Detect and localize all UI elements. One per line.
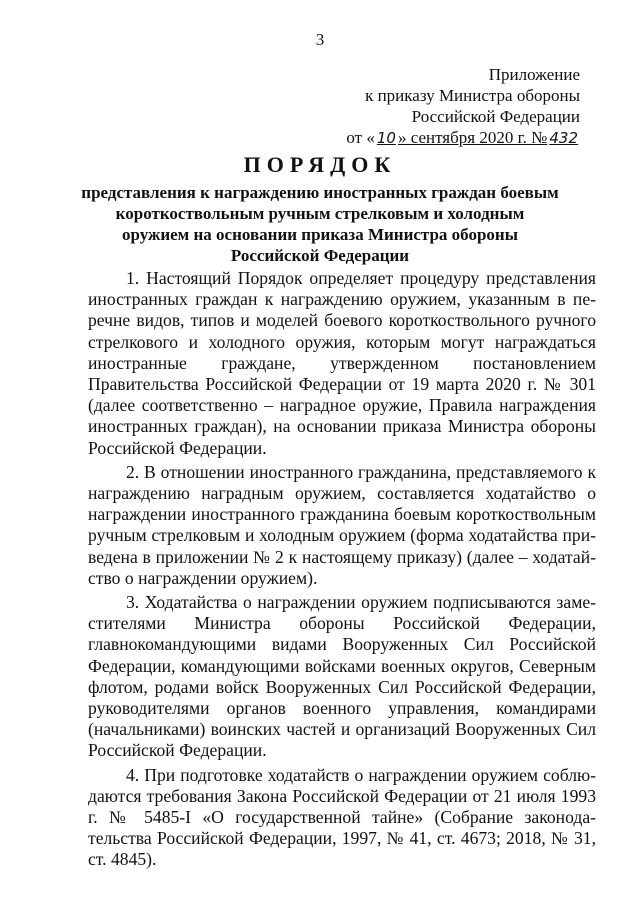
- page-number: 3: [315, 30, 325, 49]
- appendix-order-ref: к приказу Министра обороны: [365, 86, 580, 105]
- paragraph-4: 4. При подготовке ходатайств о награждении оружием соблюдаются требования Закона Российской Федерации от 21 июля 1993 г. № 5485-I «О государственной тайне» (Собрание законодательства Российской Федерации, 1997, № 41, ст. 4673; 2018, № 31, ст. 4845).: [88, 764, 596, 870]
- document-body: [88, 268, 596, 874]
- document-title: ПОРЯДОК: [243, 152, 397, 177]
- paragraph-2: 2. В отношении иностранного гражданина, представляемого к награждению наградным оружием, составляется ходатайство о награждении иностранного гражданина боевым короткоствольным ручным стрелковым и холодным оружием (форма ходатайства приведена в приложении № 2 к настоящему приказу) (далее – ходатайство о награждении оружием).: [88, 461, 596, 588]
- paragraph-1: 1. Настоящий Порядок определяет процедуру представления иностранных граждан к награждению оружием, указанным в перечне видов, типов и моделей боевого короткоствольного ручного стрелкового и холодного оружия, которым могут награждаться иностранные граждане, утвержденном постановлением Правительства Российской Федерации от 19 марта 2020 г. № 301 (далее соответственно – наградное оружие, Правила награждения иностранных граждан), на основании приказа Министра обороны Российской Федерации.: [88, 268, 596, 458]
- handwritten-day: 10: [376, 129, 396, 147]
- document-subtitle: представления к награждению иностранных граждан боевым короткоствольным ручным стрелковым и холодным оружием на основании приказа Министра обороны Российской Федерации: [81, 183, 559, 265]
- date-month-year: » сентября 2020 г. №: [397, 128, 548, 147]
- handwritten-order-number: 432: [549, 129, 578, 147]
- paragraph-3: 3. Ходатайства о награждении оружием подписываются заместителями Министра обороны Российской Федерации, главнокомандующими видами Вооруженных Сил Российской Федерации, командующими войсками военных округов, Северным флотом, родами войск Вооруженных Сил Российской Федерации, руководителями органов военного управления, командирами (начальниками) воинских частей и организаций Вооруженных Сил Российской Федерации.: [88, 592, 596, 761]
- appendix-label: Приложение: [488, 65, 580, 84]
- date-prefix: от «: [346, 128, 375, 147]
- appendix-header: [280, 64, 580, 149]
- appendix-country: Российской Федерации: [411, 107, 580, 126]
- appendix-date-line: [280, 127, 580, 149]
